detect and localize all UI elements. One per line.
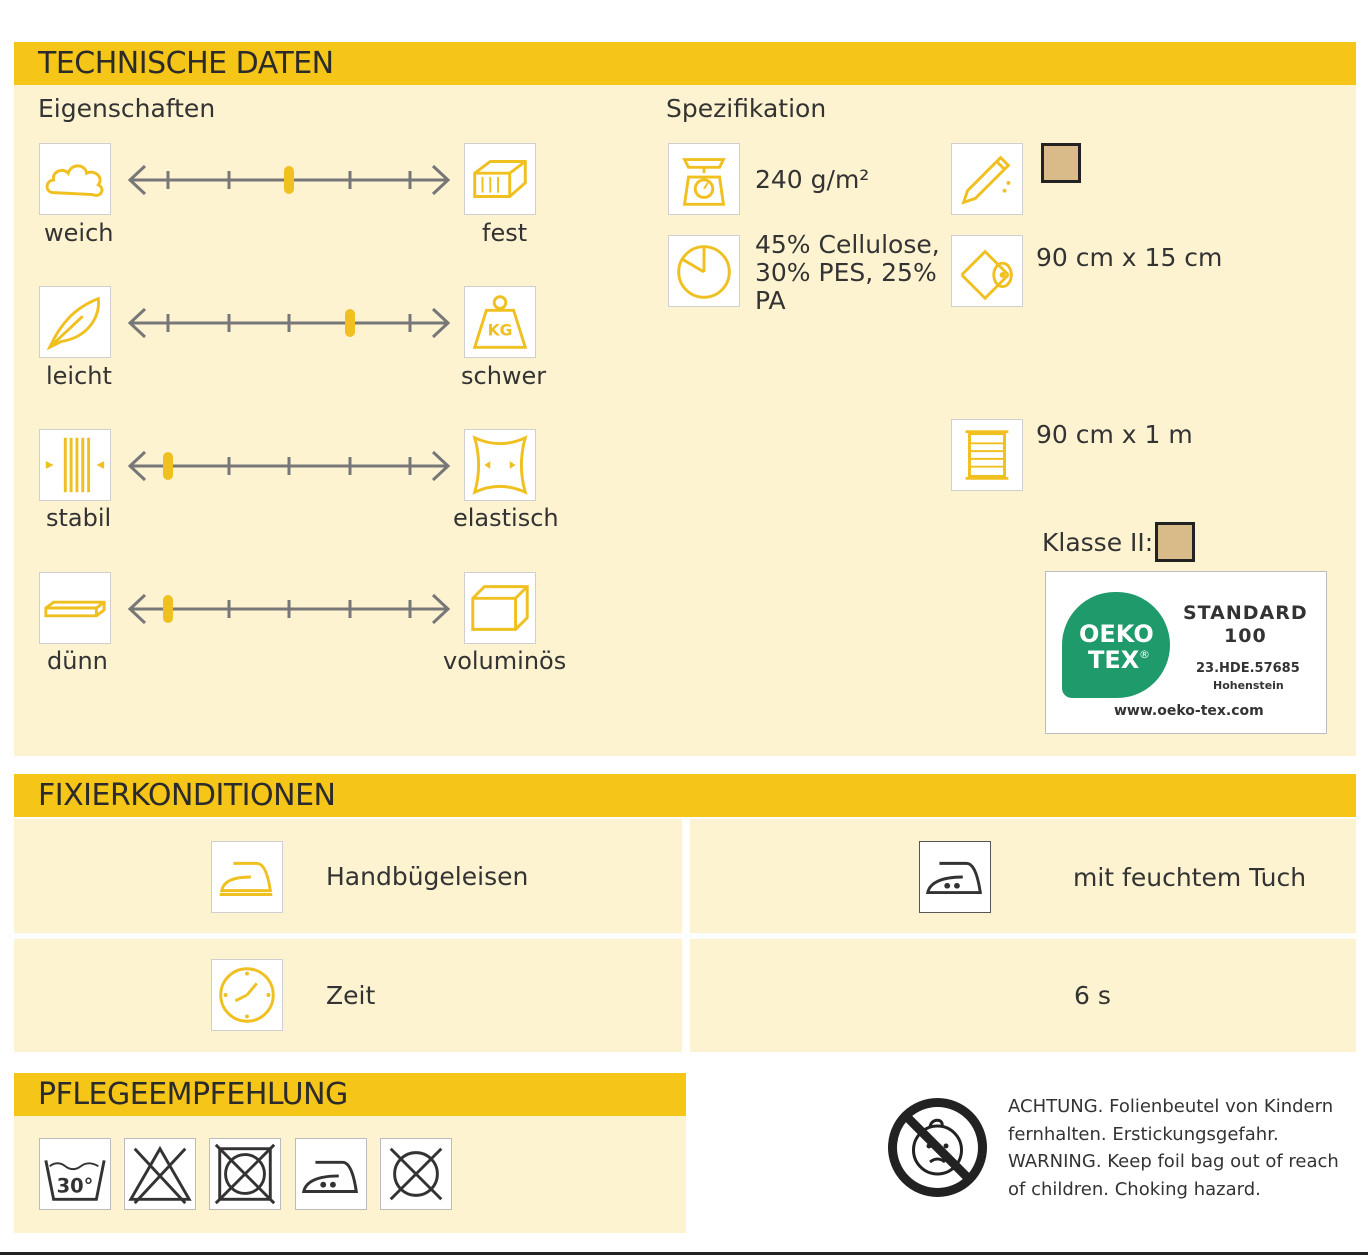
- label-schwer: schwer: [461, 362, 547, 390]
- clock-icon: [211, 959, 283, 1031]
- technical-title: TECHNISCHE DATEN: [38, 46, 334, 81]
- spec-composition-line1: 45% Cellulose,: [755, 230, 940, 259]
- spec-roll-size: 90 cm x 15 cm: [1036, 243, 1223, 272]
- warning-line4: of children. Choking hazard.: [1008, 1179, 1261, 1200]
- oeko-tex-label: [1045, 571, 1327, 734]
- oeko-logo-line1: OEKO: [1079, 620, 1154, 648]
- scale-icon: [668, 143, 740, 215]
- color-swatch: [1041, 143, 1081, 183]
- fixing-time-value: 6 s: [1074, 981, 1111, 1010]
- fixing-time-label: Zeit: [326, 981, 376, 1010]
- thin-board-icon: [39, 572, 111, 644]
- label-voluminoes: voluminös: [443, 647, 567, 675]
- warning-line2: fernhalten. Erstickungsgefahr.: [1008, 1124, 1279, 1145]
- no-tumble-dry-icon: [209, 1138, 281, 1210]
- slider-weich-fest: [125, 160, 455, 200]
- fixing-method: Handbügeleisen: [326, 862, 529, 891]
- oeko-logo-reg: ®: [1139, 648, 1150, 661]
- label-elastisch: elastisch: [453, 504, 559, 532]
- label-weich: weich: [44, 219, 114, 247]
- warning-line1: ACHTUNG. Folienbeutel von Kindern: [1008, 1096, 1334, 1117]
- slider-marker: [284, 166, 294, 194]
- label-stabil: stabil: [46, 504, 112, 532]
- hand-iron-icon: [211, 841, 283, 913]
- iron-two-dots-icon: [295, 1138, 367, 1210]
- properties-heading: Eigenschaften: [38, 94, 216, 123]
- wash-temp: 30°: [56, 1174, 94, 1198]
- spec-composition-line3: PA: [755, 286, 786, 315]
- oeko-code: 23.HDE.57685: [1196, 661, 1300, 676]
- warning-line3: WARNING. Keep foil bag out of reach: [1008, 1151, 1339, 1172]
- oeko-logo-line2: TEX: [1088, 646, 1140, 674]
- slider-marker: [345, 309, 355, 337]
- fixing-cell-time-value: [690, 939, 1356, 1052]
- oeko-standard: STANDARD: [1183, 602, 1308, 624]
- iron-steam-icon: [919, 841, 991, 913]
- technical-header: [14, 42, 1356, 85]
- stretch-fabric-icon: [464, 429, 536, 501]
- fixing-method-value: mit feuchtem Tuch: [1073, 863, 1307, 892]
- care-header: [14, 1073, 686, 1116]
- svg-text:KG: KG: [487, 321, 513, 340]
- klasse-label: Klasse II:: [1042, 528, 1154, 557]
- thick-block-icon: [464, 572, 536, 644]
- label-fest: fest: [482, 219, 528, 247]
- label-leicht: leicht: [46, 362, 112, 390]
- slider-stabil-elastisch: [125, 446, 455, 486]
- label-duenn: dünn: [47, 647, 108, 675]
- oeko-institute: Hohenstein: [1213, 679, 1284, 692]
- spec-heading: Spezifikation: [666, 94, 827, 123]
- spec-weight: 240 g/m²: [755, 165, 870, 194]
- wash-30-icon: [39, 1138, 111, 1210]
- slider-leicht-schwer: [125, 303, 455, 343]
- feather-icon: [39, 286, 111, 358]
- fabric-roll-icon: [951, 235, 1023, 307]
- no-bleach-icon: [124, 1138, 196, 1210]
- brick-icon: [464, 143, 536, 215]
- pie-icon: [668, 235, 740, 307]
- slider-duenn-voluminoes: [125, 589, 455, 629]
- slider-marker: [163, 595, 173, 623]
- oeko-url[interactable]: www.oeko-tex.com: [1114, 703, 1264, 719]
- spool-icon: [951, 419, 1023, 491]
- oeko-standard-number: 100: [1224, 625, 1267, 647]
- klasse-swatch: [1155, 522, 1195, 562]
- rigid-lines-icon: [39, 429, 111, 501]
- no-dry-clean-icon: [380, 1138, 452, 1210]
- no-child-warning-icon: [886, 1096, 989, 1199]
- slider-marker: [163, 452, 173, 480]
- weight-icon: [464, 286, 536, 358]
- paintbrush-icon: [951, 143, 1023, 215]
- spec-composition-line2: 30% PES, 25%: [755, 258, 937, 287]
- cloud-icon: [39, 143, 111, 215]
- fixing-header: [14, 774, 1356, 817]
- spec-cut-size: 90 cm x 1 m: [1036, 420, 1193, 449]
- fixing-title: FIXIERKONDITIONEN: [38, 778, 336, 813]
- care-title: PFLEGEEMPFEHLUNG: [38, 1077, 348, 1112]
